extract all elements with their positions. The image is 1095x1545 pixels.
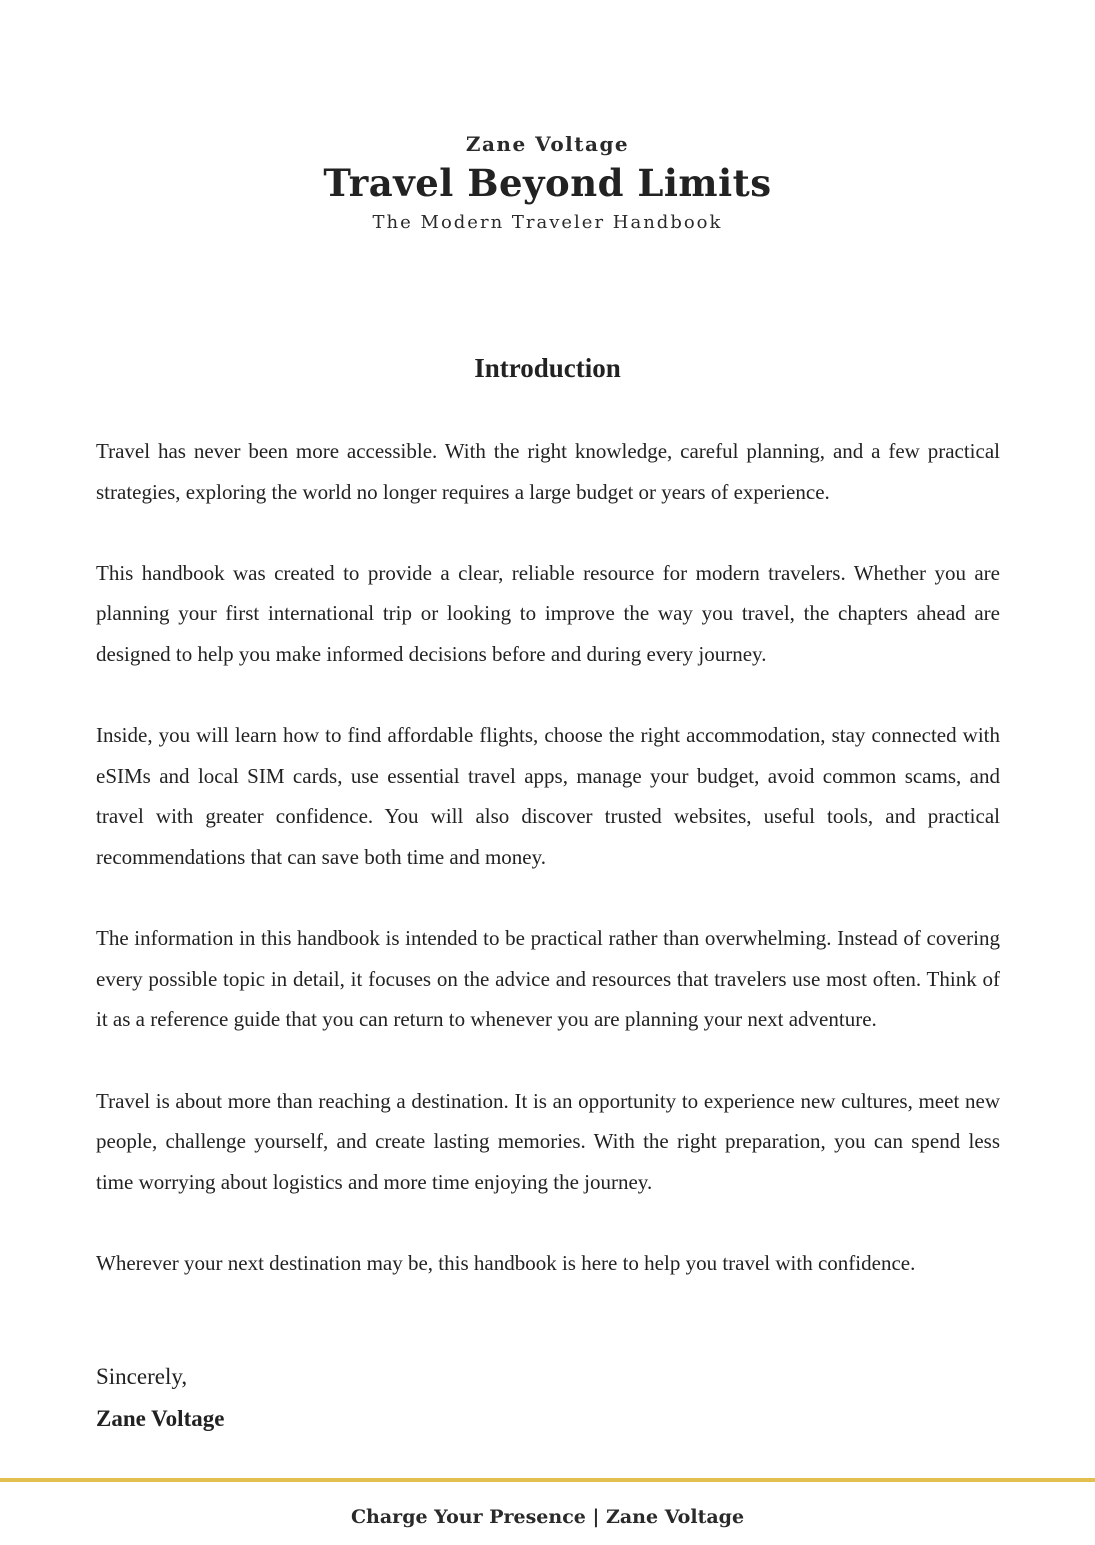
sign-off: Sincerely, (96, 1364, 188, 1389)
document-header (0, 128, 1095, 238)
document-title: Travel Beyond Limits (323, 161, 772, 205)
footer-divider (0, 1478, 1095, 1482)
section-heading: Introduction (474, 353, 621, 383)
page-footer: Charge Your Presence | Zane Voltage (350, 1506, 745, 1528)
paragraph-3: Inside, you will learn how to find affordable flights, choose the right accommodation, stay connected with eSIMs and local SIM cards, use essential travel apps, manage your budget, avoid common scams, and travel with greater confidence. You will also discover trusted websites, useful tools, and practical recommendations that can save both time and money. (96, 723, 1000, 869)
intro-body (96, 431, 1000, 1324)
signature-name: Zane Voltage (96, 1406, 225, 1431)
paragraph-4: The information in this handbook is intended to be practical rather than overwhelming. Instead of covering every possible topic in detail, it focuses on the advice and resources that travelers use most often. Think of it as a reference guide that you can return to whenever you are planning your next adventure. (96, 926, 1000, 1032)
document-subtitle: The Modern Traveler Handbook (372, 212, 723, 233)
closing-block (96, 1356, 1000, 1440)
header-author: Zane Voltage (465, 132, 630, 156)
paragraph-6: Wherever your next destination may be, this handbook is here to help you travel with confidence. (96, 1250, 916, 1275)
paragraph-2: This handbook was created to provide a clear, reliable resource for modern travelers. Whether you are planning your first international trip or looking to improve the way you travel, the chapters ahead are designed to help you make informed decisions before and during every journey. (96, 560, 1000, 666)
paragraph-5: Travel is about more than reaching a destination. It is an opportunity to experience new cultures, meet new people, challenge yourself, and create lasting memories. With the right preparation, you can spend less time worrying about logistics and more time enjoying the journey. (96, 1088, 1000, 1194)
paragraph-1: Travel has never been more accessible. With the right knowledge, careful planning, and a few practical strategies, exploring the world no longer requires a large budget or years of experience. (96, 439, 1000, 504)
